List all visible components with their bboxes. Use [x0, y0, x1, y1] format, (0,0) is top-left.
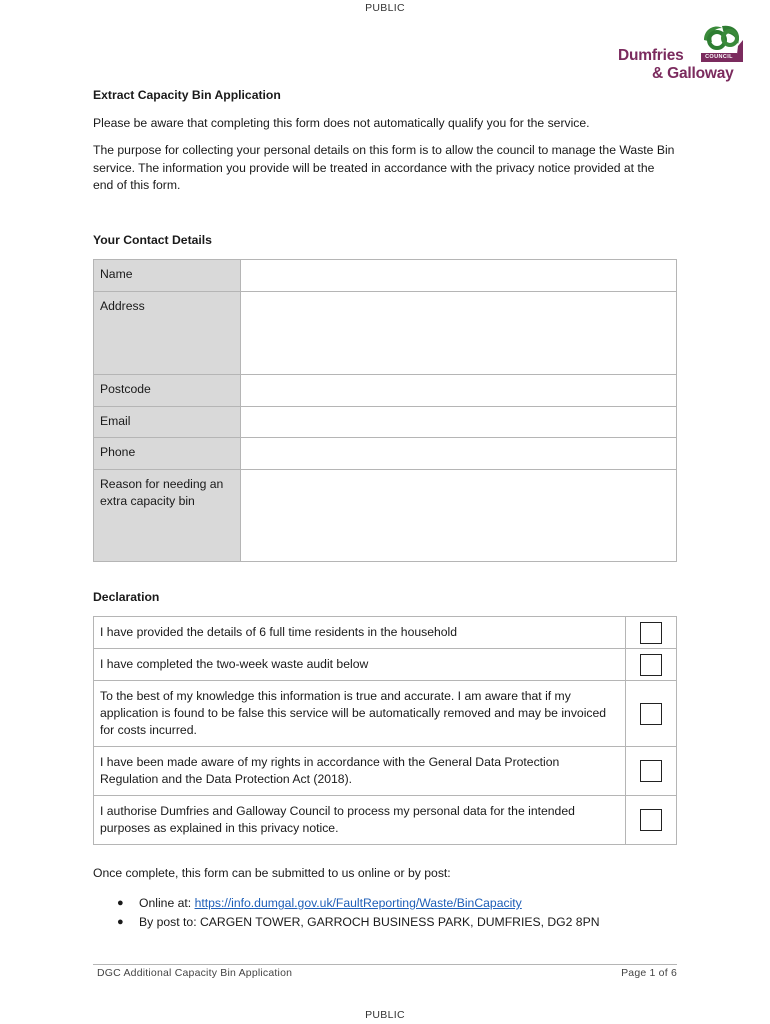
council-badge: COUNCIL [701, 53, 737, 62]
declaration-table [93, 616, 677, 845]
contact-details-heading: Your Contact Details [93, 233, 212, 247]
declaration-checkbox-audit[interactable] [640, 654, 662, 676]
security-marking-bottom: PUBLIC [365, 1009, 405, 1021]
reason-label: Reason for needing an extra capacity bin [94, 470, 241, 562]
intro-paragraph: Please be aware that completing this form does not automatically qualify you for the service. [93, 116, 590, 130]
declaration-text: To the best of my knowledge this information is true and accurate. I am aware that if my application is found to be false this service will be automatically removed and may be invoiced for costs incurred. [94, 681, 626, 747]
email-label: Email [94, 407, 241, 438]
phone-field[interactable] [241, 438, 677, 470]
phone-label: Phone [94, 438, 241, 470]
email-field[interactable] [241, 407, 677, 438]
declaration-checkbox-rights[interactable] [640, 760, 662, 782]
declaration-text: I have provided the details of 6 full time residents in the household [94, 617, 626, 649]
address-field[interactable] [241, 292, 677, 375]
declaration-checkbox-residents[interactable] [640, 622, 662, 644]
submission-intro: Once complete, this form can be submitted to us online or by post: [93, 866, 451, 880]
submission-methods-list [117, 894, 600, 932]
council-logo [618, 22, 746, 82]
declaration-heading: Declaration [93, 590, 160, 604]
form-title: Extract Capacity Bin Application [93, 88, 281, 102]
logo-text-galloway: & Galloway [652, 65, 734, 82]
name-field[interactable] [241, 260, 677, 292]
declaration-text: I authorise Dumfries and Galloway Council to process my personal data for the intended purposes as explained in this privacy notice. [94, 796, 626, 845]
postcode-field[interactable] [241, 375, 677, 407]
declaration-checkbox-accuracy[interactable] [640, 703, 662, 725]
declaration-text: I have completed the two-week waste audit below [94, 649, 626, 681]
reason-field[interactable] [241, 470, 677, 562]
name-label: Name [94, 260, 241, 292]
list-item [117, 913, 600, 932]
contact-details-table [93, 259, 677, 562]
footer-document-name: DGC Additional Capacity Bin Application [97, 967, 293, 979]
online-submission-link[interactable]: https://info.dumgal.gov.uk/FaultReporting/Waste/BinCapacity [194, 896, 522, 910]
footer-divider [93, 964, 677, 965]
postal-address: By post to: CARGEN TOWER, GARROCH BUSINESS PARK, DUMFRIES, DG2 8PN [139, 915, 600, 929]
logo-text-dumfries: Dumfries [618, 47, 684, 64]
bullet-icon: ● [117, 897, 124, 909]
postcode-label: Postcode [94, 375, 241, 407]
declaration-checkbox-authorise[interactable] [640, 809, 662, 831]
bullet-icon: ● [117, 916, 124, 928]
security-marking-top: PUBLIC [365, 2, 405, 14]
declaration-text: I have been made aware of my rights in accordance with the General Data Protection Regulation and the Data Protection Act (2018). [94, 747, 626, 796]
list-item [117, 894, 600, 913]
footer-page-number: Page 1 of 6 [621, 967, 677, 979]
privacy-paragraph: The purpose for collecting your personal details on this form is to allow the council to manage the Waste Bin service. The information you provide will be treated in accordance with the privacy notice provided at the end of this form. [93, 143, 675, 192]
online-label: Online at: [139, 896, 195, 910]
address-label: Address [94, 292, 241, 375]
